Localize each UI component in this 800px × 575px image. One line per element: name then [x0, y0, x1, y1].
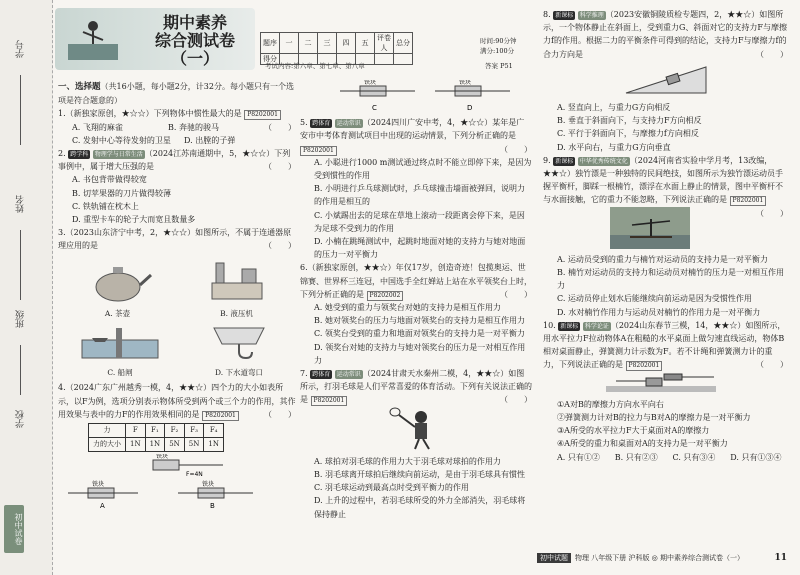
- option: D. 水平向右，与重力G方向垂直: [557, 142, 671, 152]
- binding-label-name: 姓名: [16, 195, 26, 213]
- statement: ③A所受的水平拉力F大于桌面对A的摩擦力: [557, 426, 710, 436]
- column-right: 8. 新课标 科学推理 （2023安徽铜陵质检专题四，2，★★☆）如图所示，一个物体静止在斜面上，受到重力G、斜面对它的支持力F与摩擦力f的作用。根据二力的平衡条件可得到的结论，支持力F与摩擦力f的合力方向是 （ ） A. 竖直向上，与重力G方向相反 B. 垂直于斜面向下，与支持力F方向相反 C. 平行于斜面向下，与摩擦力f方向相反 D. 水平向右，与重力G方向垂直 9. 新课标 中华优秀传统文化 （2024河南省实验中学月考，13改编，★★☆）独竹漂是一种独特的民间绝技，如图所示为独竹漂运动员手握平衡杆，脚踩一根楠竹，漂浮在水面上静止的情景，图中平衡杆不与水面接触，它的重力不能忽略，下列说法正确的是 P8202001 （ ） A. 运动员受到的重力与楠竹对运动员的支持力是一对平衡力 B. 楠竹对运动员的支持力和运动员对楠竹的压力是一对相互作用力 C. 运动员停止划水后能继续向前运动是因为受惯性作用 D. 水对楠竹作用力与运动员对楠竹的作用力是一对平衡力 10. 新课标 科学论证 （2024山东春节三模，14，★★☆）如图所示，用水平拉力F拉动物体A在粗糙的水平桌面上做匀速直线运动，物体B相对桌面静止，弹簧测力计示数为F。若不计绳和弹簧测力计的重力，下列说法正确的是 P8202001 （ ） ①A对B的摩擦力方向水平向右 ②弹簧测力计对B的拉力与B对A的摩擦力是一对平衡力 ③A所受的水平拉力F大于桌面对A的摩擦力 ④A所受的重力和桌面对A的支持力是一对平衡力 A. 只有①② B. 只有②③ C. 只有③④ D. 只有①③④: [543, 8, 788, 464]
- figure-caption: C. 船闸: [107, 368, 133, 378]
- question-1: 1.（新独家原创，★☆☆）下列物体中惯性最大的是: [58, 109, 242, 119]
- tag-badge: 跨学科: [70, 151, 89, 159]
- score-cell: 题序: [261, 33, 280, 54]
- option: B. 羽毛球离开球拍后继续向前运动，是由于羽毛球具有惯性: [314, 470, 525, 480]
- tag-badge: 跨体育: [312, 120, 331, 128]
- question-code: P8202001: [244, 110, 281, 120]
- divider: [20, 345, 21, 395]
- page-number: 11: [774, 553, 787, 563]
- statement: ④A所受的重力和桌面对A的支持力是一对平衡力: [557, 439, 728, 449]
- question-code: P8202002: [367, 291, 404, 301]
- option: B. 只有②③: [614, 452, 658, 462]
- score-cell: [375, 54, 394, 65]
- question-3: 3.（2023山东济宁中考，2，★☆☆）如图所示，不属于连通器原理应用的是: [58, 228, 292, 251]
- divider: [20, 75, 21, 145]
- option: C. 小斌踢出去的足球在草地上滚动一段距离会停下来，是因为足球不受到力的作用: [314, 210, 525, 233]
- bamboo-drifting-photo-icon: [610, 207, 690, 249]
- option: A. 飞翔的麻雀: [72, 122, 123, 132]
- option: D. 重型卡车的轮子大而宽且数量多: [72, 215, 196, 225]
- question-2: （2024江苏南通期中，5，★☆☆）下列事例中，属于增大压强的是: [58, 149, 291, 172]
- title-line-2: 综合测试卷（一）: [154, 31, 235, 68]
- score-cell: 一: [280, 33, 299, 54]
- option: A. 球拍对羽毛球的作用力大于羽毛球对球拍的作用力: [314, 456, 501, 466]
- option: B. 小明进行乒乓球测试时，乒乓球撞击墙面被弹回，说明力的作用是相互的: [314, 184, 525, 207]
- score-cell: 总分: [394, 33, 413, 54]
- force-cell: F₄: [204, 424, 224, 438]
- section-title: 一、选择题: [58, 82, 101, 92]
- score-cell: 五: [356, 33, 375, 54]
- option: D. 出膛的子弹: [184, 135, 236, 145]
- column-left: 一、选择题（共16小题，每小题2分，计32分。每小题只有一个选项是符合题意的） 1.（新独家原创，★☆☆）下列物体中惯性最大的是 P8202001 （ ） A. 飞翔的麻雀 B. 奔驰的骏马 C. 发射中心等待发射的卫星 D. 出膛的子弹 2. 跨学科 物理学与日常生活 （2024江苏南通期中，5，★☆☆）下列事例中，属于增大压强的是 （ ） A. 书包背带做得较宽 B. 切苹果器的刀片做得较薄 C. 铁轨铺在枕木上 D. 重型卡车的轮子大而宽且数量多 3.（2023山东济宁中考，2，★☆☆）如图所示，不属于连通器原理应用的是 （ ） A. 茶壶 B. 液压机 C. 船闸 D. 下水道弯口 4.（2024广东广州越秀一模，4，★★☆）四个力的大小如表所示，以F为例，选项分别表示物体所受到两个或三个力的作用，其作用效果与表中的力F的作用效果相同的是 P8202001 （ ） 力 F F₁ F₂ F₃ F₄ 力的大小 1N 1N 5N 5N 1N 铁块 F=4N 铁块 铁块 A B: [58, 82, 296, 511]
- hydraulic-press-icon: [202, 255, 272, 303]
- tag-badge: 中华优秀传统文化: [579, 157, 628, 165]
- statement: ①A对B的摩擦力方向水平向右: [557, 399, 664, 409]
- force-cell: F: [126, 424, 146, 438]
- time-limit: 时间:90分钟: [480, 37, 517, 45]
- diagram-label: 铁块: [202, 481, 215, 489]
- incline-block-icon: [621, 61, 711, 97]
- tag-badge: 运动常识: [336, 371, 361, 379]
- force-cell: 5N: [184, 438, 204, 452]
- footer-text: 物理 八年级下册 沪科版 ◎ 期中素养综合测试卷（一）: [575, 554, 745, 562]
- question-9: （2024河南省实验中学月考，13改编，★★☆）独竹漂是一种独特的民间绝技，如图所示为独竹漂运动员手握平衡杆，脚踩一根楠竹，漂浮在水面上静止的情景，图中平衡杆不与水面接触，它的重力不能忽略，下列说法正确的是: [543, 155, 783, 205]
- binding-label-class: 班级: [16, 310, 26, 328]
- binding-label-id: 学号: [16, 40, 26, 58]
- figure-drain: [204, 322, 274, 379]
- diagram-label: 铁块: [156, 454, 169, 461]
- force-diagram-q4: [58, 454, 288, 510]
- option: A. 只有①②: [557, 452, 600, 462]
- tag-badge: 新课标: [560, 322, 579, 330]
- diagram-option-label: A: [100, 502, 105, 511]
- option: A. 书包背带做得较宽: [72, 175, 147, 185]
- option: C. 羽毛球运动到最高点时受到平衡力的作用: [314, 483, 469, 493]
- option: A. 她受到的重力与领奖台对她的支持力是相互作用力: [314, 303, 501, 313]
- option: D. 小楠在跳绳测试中，起跳时地面对她的支持力与她对地面的压力一对平衡力: [314, 237, 526, 260]
- figure-caption: A. 茶壶: [104, 308, 131, 318]
- force-table: [88, 423, 224, 452]
- teapot-icon: [83, 255, 153, 303]
- binding-strip: [0, 0, 53, 575]
- figure-press: [202, 255, 272, 320]
- exam-badge: 初中试卷: [4, 505, 24, 553]
- answer-ref: 答案 P51: [485, 62, 513, 70]
- option: C. 发射中心等待发射的卫星: [72, 135, 171, 145]
- option: B. 切苹果器的刀片做得较薄: [72, 188, 171, 198]
- section-desc: （共16小题，每小题2分，计32分。每小题只有一个选项是符合题意的）: [58, 82, 294, 106]
- force-cell: 1N: [126, 438, 146, 452]
- diagram-option-label: C: [372, 104, 377, 112]
- figure-caption: D. 下水道弯口: [214, 368, 263, 378]
- binding-label-school: 学校: [16, 410, 26, 428]
- question-8: （2023安徽铜陵质检专题四，2，★★☆）如图所示，一个物体静止在斜面上，受到重力G、斜面对它的支持力F与摩擦力f的作用。根据二力的平衡条件可得到的结论，支持力F与摩擦力f的合力方向是: [543, 10, 787, 59]
- tag-badge: 科学推理: [579, 12, 604, 19]
- divider: [20, 230, 21, 300]
- question-5: （2024四川广安中考，4，★☆☆）某年是广安市中考体育测试项目中出现的运动情景，下列分析正确的是: [300, 118, 525, 141]
- force-cell: 力: [89, 424, 126, 438]
- score-cell: 三: [318, 33, 337, 54]
- question-4: 4.（2024广东广州越秀一模，4，★★☆）四个力的大小如表所示，以F为例，选项分别表示物体所受到两个或三个力的作用，其作用效果与表中的力F的作用效果相同的是: [58, 383, 296, 419]
- option: C. 铁轨铺在枕木上: [72, 201, 139, 211]
- statement: ②弹簧测力计对B的拉力与B对A的摩擦力是一对平衡力: [557, 413, 751, 423]
- diagram-label: F=4N: [186, 471, 203, 479]
- figure-lock: [80, 322, 160, 379]
- force-diagram-q4-cd: [300, 80, 530, 112]
- question-7: （2024甘肃天水秦州二模，4，★★☆）如图所示，打羽毛球是人们平常喜爱的体育活动。下列有关说法正确的是: [300, 369, 532, 405]
- force-cell: F₂: [165, 424, 185, 438]
- option: D. 上升的过程中，若羽毛球所受的外力全部消失，羽毛球将保持静止: [314, 496, 526, 519]
- force-cell: 1N: [145, 438, 165, 452]
- option: D. 领奖台对她的支持力与她对领奖台的压力是一对相互作用力: [314, 342, 526, 365]
- question-code: P8202001: [626, 361, 663, 371]
- exam-scope: 考试内容:第六章、第七章、第八章: [265, 62, 365, 70]
- question-code: P8202001: [730, 196, 767, 206]
- tag-badge: 科学论证: [584, 322, 609, 330]
- page-title: [135, 14, 255, 68]
- question-code: P8202001: [311, 396, 348, 406]
- option: B. 奔驰的骏马: [168, 122, 219, 132]
- option: A. 竖直向上，与重力G方向相反: [557, 103, 671, 113]
- question-code: P8202001: [300, 146, 337, 156]
- figure-spring-scale: [543, 372, 788, 398]
- question-10: （2024山东春节三模，14，★★☆）如图所示，用水平拉力F拉动物体A在粗糙的水平桌面上做匀速直线运动，物体B相对桌面静止，弹簧测力计示数为F。若不计绳和弹簧测力计的重力，下列说法正确的是: [543, 320, 786, 370]
- runner-illustration-icon: [63, 14, 123, 64]
- force-cell: 力的大小: [89, 438, 126, 452]
- figure-bamboo-drifting: [543, 207, 788, 253]
- option: C. 领奖台受到的重力和地面对领奖台的支持力是一对平衡力: [314, 329, 525, 339]
- option: B. 楠竹对运动员的支持力和运动员对楠竹的压力是一对相互作用力: [557, 268, 784, 291]
- spring-scale-setup-icon: [606, 372, 726, 394]
- score-cell: [394, 54, 413, 65]
- option: D. 只有①③④: [730, 452, 782, 462]
- diagram-option-label: B: [210, 502, 215, 511]
- option: B. 垂直于斜面向下，与支持力F方向相反: [557, 116, 702, 126]
- question-6: 6.（新独家原创，★★☆）年仅17岁，创造奇迹！包揽奥运、世锦赛、世界杯三连冠，中国选手全红婵站上站在水平领奖台上时，下列分析正确的是: [300, 263, 532, 299]
- option: A. 运动员受到的重力与楠竹对运动员的支持力是一对平衡力: [557, 254, 768, 264]
- page-footer: [537, 551, 787, 565]
- question-code: P8202001: [202, 411, 239, 421]
- ship-lock-icon: [80, 322, 160, 362]
- exam-time-info: [480, 36, 516, 56]
- force-cell: F₁: [145, 424, 165, 438]
- title-line-1: 期中素养: [162, 13, 227, 32]
- tag-badge: 新课标: [555, 12, 574, 19]
- option: B. 她对领奖台的压力与地面对领奖台的支持力是相互作用力: [314, 316, 525, 326]
- score-cell: 评卷人: [375, 33, 394, 54]
- figure-caption: B. 液压机: [220, 308, 253, 318]
- tag-badge: 物理学与日常生活: [94, 151, 143, 159]
- tag-badge: 新课标: [555, 157, 574, 165]
- tag-badge: 运动常识: [336, 120, 361, 128]
- score-cell: 得分: [261, 54, 280, 65]
- option: C. 平行于斜面向下，与摩擦力f方向相反: [557, 129, 699, 139]
- footer-badge: 初中试题: [537, 553, 571, 563]
- tag-badge: 跨体育: [312, 371, 331, 379]
- figure-q3-row2: [58, 322, 296, 379]
- diagram-label: 铁块: [459, 80, 472, 86]
- force-cell: 5N: [165, 438, 185, 452]
- exam-header: [55, 8, 525, 70]
- figure-q3: [58, 255, 296, 320]
- figure-badminton: [300, 407, 532, 455]
- score-cell: 四: [337, 33, 356, 54]
- force-cell: 1N: [204, 438, 224, 452]
- badminton-player-icon: [381, 407, 451, 451]
- column-middle: 铁块 铁块 C D 5. 跨体育 运动常识 （2024四川广安中考，4，★☆☆）某年是广安市中考体育测试项目中出现的运动情景，下列分析正确的是 P8202001 （ ） A. 小聪进行1000 m测试通过终点时不能立即停下来，是因为受到惯性的作用 B. 小明进行乒乓球测试时，乒乓球撞击墙面被弹回，说明力的作用是相互的 C. 小斌踢出去的足球在草地上滚动一段距离会停下来，是因为足球不受到力的作用 D. 小楠在跳绳测试中，起跳时地面对她的支持力与她对地面的压力一对平衡力 6.（新独家原创，★★☆）年仅17岁，创造奇迹！包揽奥运、世锦赛、世界杯三连冠，中国选手全红婵站上站在水平领奖台上时，下列分析正确的是 P8202002 （ ） A. 她受到的重力与领奖台对她的支持力是相互作用力 B. 她对领奖台的压力与地面对领奖台的支持力是相互作用力 C. 领奖台受到的重力和地面对领奖台的支持力是一对平衡力 D. 领奖台对她的支持力与她对领奖台的压力是一对相互作用力 7. 跨体育 运动常识 （2024甘肃天水秦州二模，4，★★☆）如图所示，打羽毛球是人们平常喜爱的体育活动。下列有关说法正确的是 P8202001 （ ） A. 球拍对羽毛球的作用力大于羽毛球对球拍的作用力 B. 羽毛球离开球拍后继续向前运动，是由于羽毛球具有惯性 C. 羽毛球运动到最高点时受到平衡力的作用 D. 上升的过程中，若羽毛球所受的外力全部消失，羽毛球将保持静止: [300, 80, 532, 521]
- figure-teapot: [83, 255, 153, 320]
- sink-drain-icon: [204, 322, 274, 362]
- figure-incline: [543, 61, 788, 101]
- option: C. 只有③④: [672, 452, 716, 462]
- score-cell: 二: [299, 33, 318, 54]
- diagram-label: 铁块: [92, 481, 105, 489]
- full-score: 满分:100分: [480, 47, 515, 55]
- diagram-label: 铁块: [364, 80, 377, 86]
- diagram-option-label: D: [467, 104, 473, 112]
- option: D. 水对楠竹作用力与运动员对楠竹的作用力是一对平衡力: [557, 307, 761, 317]
- header-banner: [55, 8, 255, 70]
- force-cell: F₃: [184, 424, 204, 438]
- option: A. 小聪进行1000 m测试通过终点时不能立即停下来，是因为受到惯性的作用: [314, 157, 532, 181]
- option: C. 运动员停止划水后能继续向前运动是因为受惯性作用: [557, 294, 752, 304]
